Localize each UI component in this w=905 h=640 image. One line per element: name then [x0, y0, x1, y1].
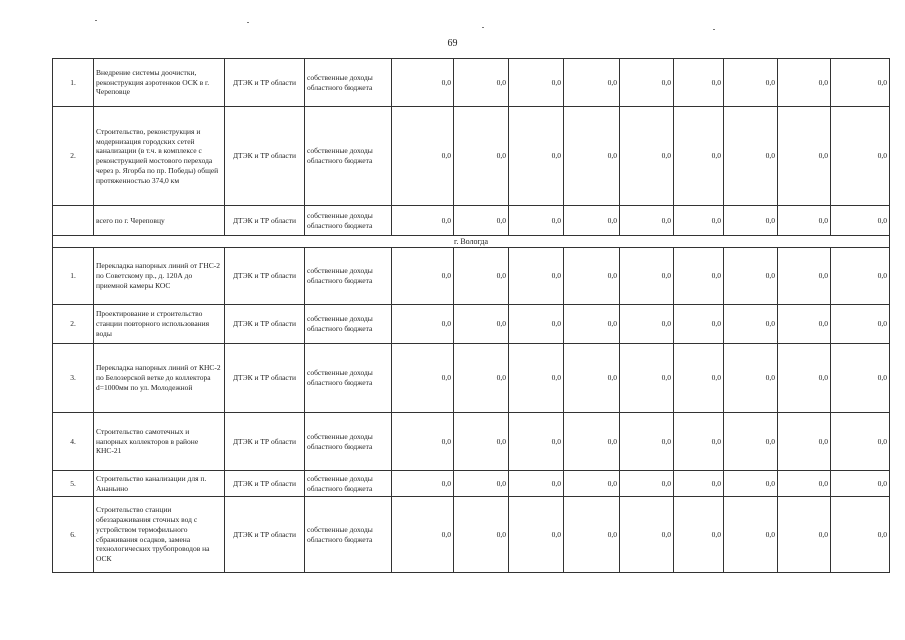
section-row: [53, 236, 890, 248]
amount-cell: 0,0: [392, 305, 454, 344]
amount-cell: 0,0: [454, 107, 509, 206]
table-row: [53, 413, 890, 471]
amount-cell: 0,0: [778, 206, 831, 236]
row-number: [53, 206, 94, 236]
amount-cell: 0,0: [724, 413, 778, 471]
funding-source-cell: собственные доходы областного бюджета: [305, 471, 392, 497]
section-title: г. Вологда: [53, 236, 890, 248]
amount-cell: 0,0: [509, 344, 564, 413]
amount-cell: 0,0: [509, 248, 564, 305]
executor-cell: ДТЭК и ТР области: [225, 497, 305, 573]
executor-cell: ДТЭК и ТР области: [225, 248, 305, 305]
amount-cell: 0,0: [674, 305, 724, 344]
amount-cell: 0,0: [392, 107, 454, 206]
amount-cell: 0,0: [674, 497, 724, 573]
amount-cell: 0,0: [724, 107, 778, 206]
amount-cell: 0,0: [392, 248, 454, 305]
amount-cell: 0,0: [564, 206, 620, 236]
scan-speck: [482, 27, 484, 28]
amount-cell: 0,0: [454, 206, 509, 236]
funding-source-cell: собственные доходы областного бюджета: [305, 305, 392, 344]
amount-cell: 0,0: [509, 497, 564, 573]
amount-cell: 0,0: [724, 344, 778, 413]
amount-cell: 0,0: [454, 344, 509, 413]
amount-cell: 0,0: [620, 305, 674, 344]
amount-cell: 0,0: [454, 471, 509, 497]
amount-cell: 0,0: [831, 248, 890, 305]
row-number: 5.: [53, 471, 94, 497]
funding-source-cell: собственные доходы областного бюджета: [305, 497, 392, 573]
amount-cell: 0,0: [392, 59, 454, 107]
executor-cell: ДТЭК и ТР области: [225, 206, 305, 236]
budget-table: [52, 58, 890, 573]
amount-cell: 0,0: [564, 107, 620, 206]
amount-cell: 0,0: [724, 305, 778, 344]
executor-cell: ДТЭК и ТР области: [225, 59, 305, 107]
table-row: [53, 107, 890, 206]
page-number: 69: [447, 38, 458, 49]
funding-source-cell: собственные доходы областного бюджета: [305, 206, 392, 236]
amount-cell: 0,0: [724, 248, 778, 305]
funding-source-cell: собственные доходы областного бюджета: [305, 107, 392, 206]
amount-cell: 0,0: [831, 305, 890, 344]
amount-cell: 0,0: [724, 206, 778, 236]
amount-cell: 0,0: [778, 344, 831, 413]
executor-cell: ДТЭК и ТР области: [225, 413, 305, 471]
amount-cell: 0,0: [831, 471, 890, 497]
measure-name: Строительство, реконструкция и модернизация городских сетей канализации (в т.ч. в комплексе с реконструкцией мостового перехода через р. Ягорба по пр. Победы) общей протяженностью 374,0 км: [94, 107, 225, 206]
table-row: [53, 248, 890, 305]
amount-cell: 0,0: [778, 413, 831, 471]
amount-cell: 0,0: [724, 497, 778, 573]
funding-source-cell: собственные доходы областного бюджета: [305, 248, 392, 305]
amount-cell: 0,0: [509, 305, 564, 344]
amount-cell: 0,0: [620, 471, 674, 497]
total-row: [53, 206, 890, 236]
amount-cell: 0,0: [620, 413, 674, 471]
amount-cell: 0,0: [620, 59, 674, 107]
amount-cell: 0,0: [509, 107, 564, 206]
table-row: [53, 497, 890, 573]
amount-cell: 0,0: [831, 59, 890, 107]
amount-cell: 0,0: [674, 471, 724, 497]
measure-name: Проектирование и строительство станции повторного использования воды: [94, 305, 225, 344]
amount-cell: 0,0: [454, 305, 509, 344]
amount-cell: 0,0: [831, 497, 890, 573]
measure-name: Строительство канализации для п. Ананьино: [94, 471, 225, 497]
executor-cell: ДТЭК и ТР области: [225, 471, 305, 497]
executor-cell: ДТЭК и ТР области: [225, 107, 305, 206]
amount-cell: 0,0: [620, 206, 674, 236]
amount-cell: 0,0: [509, 59, 564, 107]
row-number: 2.: [53, 305, 94, 344]
amount-cell: 0,0: [831, 107, 890, 206]
row-number: 1.: [53, 248, 94, 305]
amount-cell: 0,0: [509, 471, 564, 497]
table-row: [53, 59, 890, 107]
amount-cell: 0,0: [778, 497, 831, 573]
amount-cell: 0,0: [454, 497, 509, 573]
amount-cell: 0,0: [564, 248, 620, 305]
amount-cell: 0,0: [620, 497, 674, 573]
row-number: 6.: [53, 497, 94, 573]
row-number: 2.: [53, 107, 94, 206]
amount-cell: 0,0: [620, 107, 674, 206]
amount-cell: 0,0: [564, 59, 620, 107]
amount-cell: 0,0: [724, 59, 778, 107]
amount-cell: 0,0: [674, 413, 724, 471]
measure-name: Внедрение системы доочистки, реконструкция аэротенков ОСК в г. Череповце: [94, 59, 225, 107]
table-row: [53, 344, 890, 413]
amount-cell: 0,0: [454, 59, 509, 107]
amount-cell: 0,0: [778, 248, 831, 305]
scan-speck: [713, 29, 715, 30]
executor-cell: ДТЭК и ТР области: [225, 344, 305, 413]
scan-speck: [247, 22, 249, 23]
funding-source-cell: собственные доходы областного бюджета: [305, 59, 392, 107]
measure-name: всего по г. Череповцу: [94, 206, 225, 236]
amount-cell: 0,0: [724, 471, 778, 497]
amount-cell: 0,0: [564, 344, 620, 413]
amount-cell: 0,0: [620, 248, 674, 305]
amount-cell: 0,0: [778, 107, 831, 206]
amount-cell: 0,0: [392, 497, 454, 573]
scan-speck: [95, 20, 97, 21]
table-row: [53, 471, 890, 497]
executor-cell: ДТЭК и ТР области: [225, 305, 305, 344]
row-number: 3.: [53, 344, 94, 413]
amount-cell: 0,0: [454, 248, 509, 305]
amount-cell: 0,0: [831, 206, 890, 236]
amount-cell: 0,0: [392, 471, 454, 497]
amount-cell: 0,0: [509, 413, 564, 471]
amount-cell: 0,0: [564, 413, 620, 471]
measure-name: Строительство самотечных и напорных коллекторов в районе КНС-21: [94, 413, 225, 471]
amount-cell: 0,0: [564, 305, 620, 344]
amount-cell: 0,0: [509, 206, 564, 236]
funding-source-cell: собственные доходы областного бюджета: [305, 413, 392, 471]
row-number: 4.: [53, 413, 94, 471]
amount-cell: 0,0: [674, 248, 724, 305]
amount-cell: 0,0: [392, 344, 454, 413]
table-row: [53, 305, 890, 344]
amount-cell: 0,0: [674, 206, 724, 236]
measure-name: Перекладка напорных линий от КНС-2 по Белозерской ветке до коллектора d=1000мм по ул. Молодежной: [94, 344, 225, 413]
amount-cell: 0,0: [392, 206, 454, 236]
amount-cell: 0,0: [392, 413, 454, 471]
amount-cell: 0,0: [778, 471, 831, 497]
row-number: 1.: [53, 59, 94, 107]
amount-cell: 0,0: [620, 344, 674, 413]
amount-cell: 0,0: [674, 59, 724, 107]
amount-cell: 0,0: [831, 344, 890, 413]
amount-cell: 0,0: [778, 305, 831, 344]
measure-name: Перекладка напорных линий от ГНС-2 по Советскому пр., д. 120А до приемной камеры КОС: [94, 248, 225, 305]
amount-cell: 0,0: [831, 413, 890, 471]
funding-source-cell: собственные доходы областного бюджета: [305, 344, 392, 413]
amount-cell: 0,0: [564, 497, 620, 573]
measure-name: Строительство станции обеззараживания сточных вод с устройством термофильного сбраживания осадков, замена технологических трубопроводов на ОСК: [94, 497, 225, 573]
amount-cell: 0,0: [564, 471, 620, 497]
amount-cell: 0,0: [454, 413, 509, 471]
amount-cell: 0,0: [778, 59, 831, 107]
amount-cell: 0,0: [674, 344, 724, 413]
amount-cell: 0,0: [674, 107, 724, 206]
